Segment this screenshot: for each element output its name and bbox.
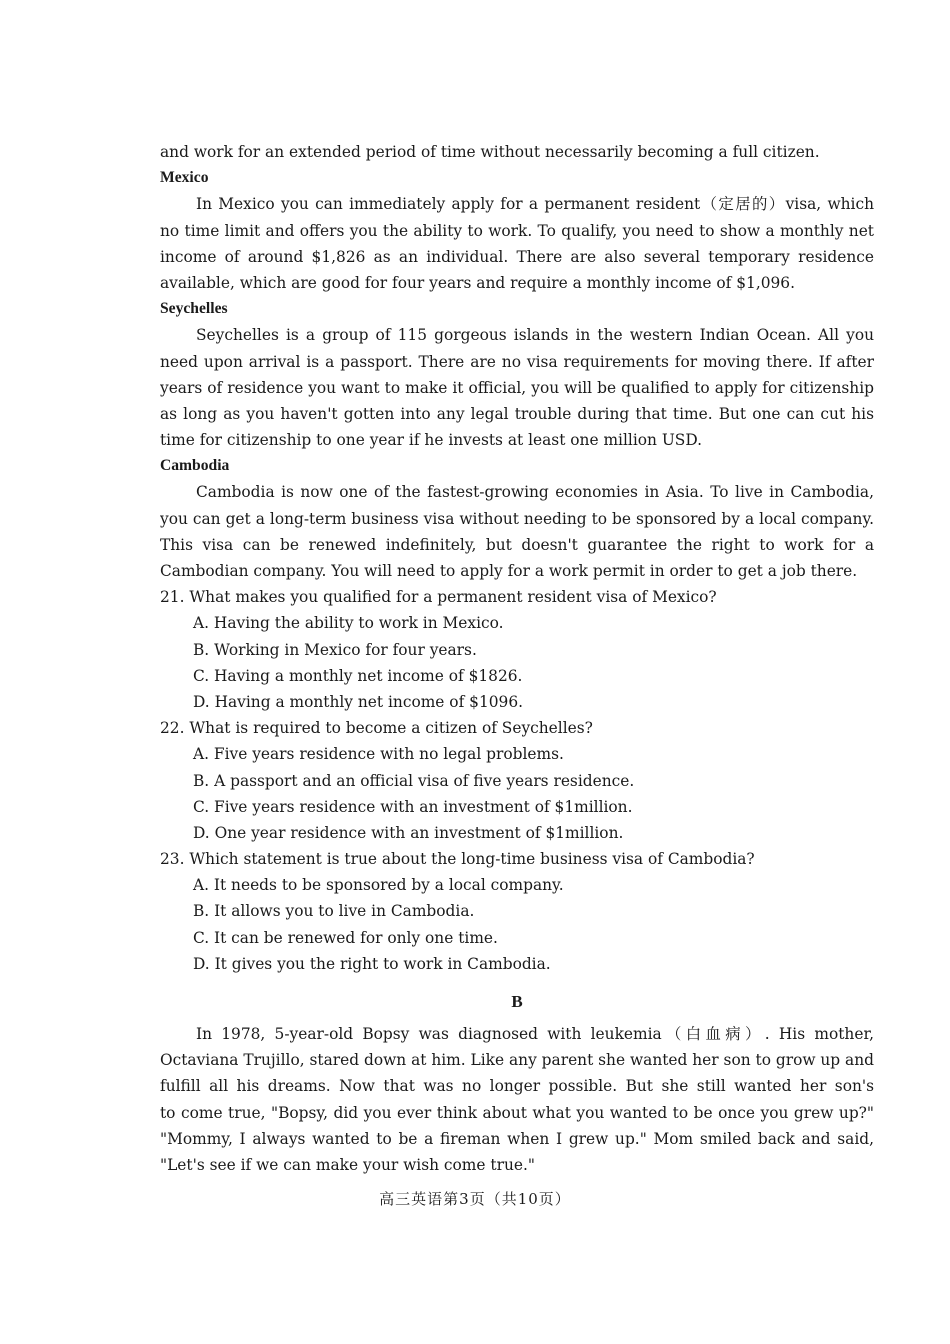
mexico-line: In Mexico you can immediately apply for a permanent resident（定居的）visa, which: [196, 195, 874, 214]
seychelles-line: need upon arrival is a passport. There are no visa requirements for moving there. If after: [160, 352, 874, 371]
question-21-option-a: A. Having the ability to work in Mexico.: [193, 614, 504, 633]
question-23-option-a: A. It needs to be sponsored by a local company.: [193, 876, 564, 895]
question-23-option-d: D. It gives you the right to work in Cambodia.: [193, 954, 551, 973]
mexico-line: no time limit and offers you the ability to work. To qualify, you need to show a monthly net: [160, 221, 874, 240]
heading-seychelles: Seychelles: [160, 300, 228, 318]
page-body: [160, 139, 874, 1178]
cambodia-line: Cambodian company. You will need to apply for a work permit in order to get a job there.: [160, 562, 858, 580]
seychelles-line: as long as you haven't gotten into any legal trouble during that time. But one can cut his: [160, 404, 874, 423]
question-22-stem: 22. What is required to become a citizen of Seychelles?: [160, 719, 593, 738]
cambodia-line: Cambodia is now one of the fastest-growing economies in Asia. To live in Cambodia,: [196, 483, 874, 502]
question-21-stem: 21. What makes you qualified for a permanent resident visa of Mexico?: [160, 588, 717, 607]
question-22-option-d: D. One year residence with an investment of $1million.: [193, 823, 624, 842]
section-b-line: Octaviana Trujillo, stared down at him. Like any parent she wanted her son to grow up and: [160, 1051, 874, 1070]
mexico-line: income of around $1,826 as an individual. There are also several temporary residence: [160, 247, 874, 266]
heading-cambodia: Cambodia: [160, 457, 230, 475]
cambodia-line: you can get a long-term business visa without needing to be sponsored by a local company.: [160, 509, 874, 528]
page-footer: 高三英语第3页（共10页）: [379, 1190, 571, 1208]
question-21-option-b: B. Working in Mexico for four years.: [193, 640, 477, 659]
section-b-line: fulfill all his dreams. Now that was no longer possible. But she still wanted her son's: [160, 1077, 874, 1096]
question-23-stem: 23. Which statement is true about the long-time business visa of Cambodia?: [160, 850, 755, 869]
question-21-option-c: C. Having a monthly net income of $1826.: [193, 666, 523, 685]
mexico-line: available, which are good for four years and require a monthly income of $1,096.: [160, 273, 795, 292]
cambodia-line: This visa can be renewed indefinitely, but doesn't guarantee the right to work for a: [160, 535, 874, 554]
question-21-option-d: D. Having a monthly net income of $1096.: [193, 692, 524, 711]
seychelles-line: time for citizenship to one year if he invests at least one million USD.: [160, 431, 703, 450]
seychelles-line: Seychelles is a group of 115 gorgeous islands in the western Indian Ocean. All you: [196, 326, 874, 345]
question-23-option-c: C. It can be renewed for only one time.: [193, 928, 498, 947]
seychelles-line: years of residence you want to make it official, you will be qualified to apply for citizenship: [160, 378, 874, 397]
section-b-heading: B: [511, 992, 523, 1011]
intro-tail: and work for an extended period of time without necessarily becoming a full citizen.: [160, 143, 820, 161]
question-22-option-a: A. Five years residence with no legal problems.: [193, 745, 564, 764]
question-22-option-b: B. A passport and an official visa of five years residence.: [193, 771, 635, 790]
question-22-option-c: C. Five years residence with an investment of $1million.: [193, 797, 633, 816]
question-23-option-b: B. It allows you to live in Cambodia.: [193, 902, 475, 921]
heading-mexico: Mexico: [160, 169, 209, 187]
section-b-line: In 1978, 5-year-old Bopsy was diagnosed with leukemia（白血病）. His mother,: [196, 1025, 874, 1043]
section-b-line: to come true, "Bopsy, did you ever think about what you wanted to be once you grew up?": [160, 1103, 874, 1122]
section-b-line: "Let's see if we can make your wish come true.": [160, 1155, 535, 1174]
section-b-line: "Mommy, I always wanted to be a fireman when I grew up." Mom smiled back and said,: [160, 1129, 874, 1148]
